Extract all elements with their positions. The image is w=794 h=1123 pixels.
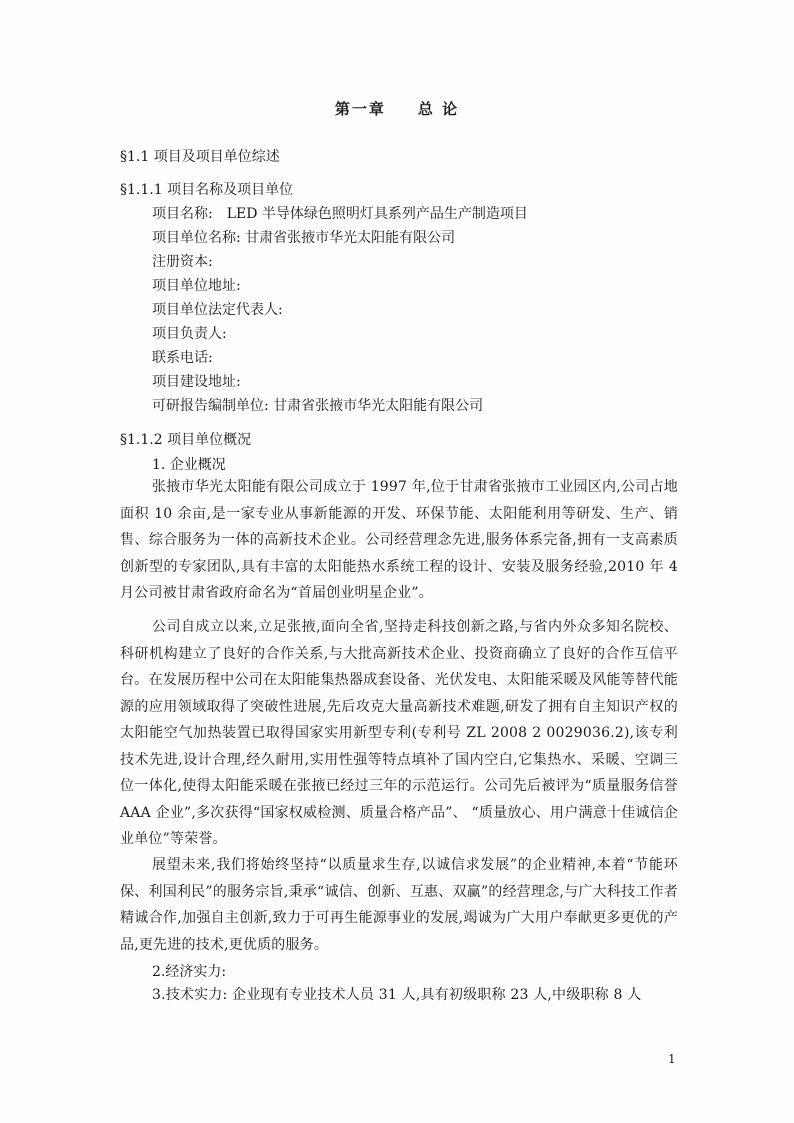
project-unit: 项目单位名称: 甘肃省张掖市华光太阳能有限公司 (152, 230, 456, 246)
registered-capital: 注册资本: (152, 254, 213, 270)
page-number: 1 (668, 1052, 676, 1066)
technical-strength: 3.技术实力: 企业现有专业技术人员 31 人,具有初级职称 23 人,中级职称 8 人 (152, 987, 642, 1003)
report-unit: 可研报告编制单位: 甘肃省张掖市华光太阳能有限公司 (152, 398, 484, 414)
contact-phone: 联系电话: (152, 350, 213, 366)
section-heading-1-1-2: §1.1.2 项目单位概况 (120, 432, 252, 448)
chapter-name: 总 论 (417, 100, 460, 118)
section-heading-1-1: §1.1 项目及项目单位综述 (120, 149, 280, 165)
legal-representative: 项目单位法定代表人: (152, 302, 283, 318)
construction-site: 项目建设地址: (152, 374, 241, 390)
chapter-label: 第一章 (334, 100, 386, 118)
chapter-title (0, 98, 794, 119)
overview-paragraph-2: 公司自成立以来,立足张掖,面向全省,坚持走科技创新之路,与省内外众多知名院校、科研机构建立了良好的合作关系,与大批高新技术企业、投资商确立了良好的合作互信平台。在发展历程中公司在太阳能集热器成套设备、光伏发电、太阳能采暖及风能等替代能源的应用领域取得了突破性进展,先后攻克大量高新技术难题,研发了拥有自主知识产权的太阳能空气加热装置已取得国家实用新型专利(专利号 ZL 2008 2 0029036.2),该专利技术先进,设计合理,经久耐用,实用性强等特点填补了国内空白,它集热水、采暖、空调三位一体化,使得太阳能采暖在张掖已经过三年的示范运行。公司先后被评为“质量服务信誉 AAA 企业”,多次获得“国家权威检测、质量合格产品”、 “质量放心、用户满意十佳诚信企业单位”等荣誉。 (120, 619, 678, 847)
overview-paragraph-3: 展望未来,我们将始终坚持“以质量求生存,以诚信求发展”的企业精神,本着“节能环保、利国利民”的服务宗旨,秉承“诚信、创新、互惠、双赢”的经营理念,与广大科技工作者精诚合作,加强自主创新,致力于可再生能源事业的发展,竭诚为广大用户奉献更多更优的产品,更先进的技术,更优质的服务。 (120, 857, 678, 953)
section-heading-1-1-1: §1.1.1 项目名称及项目单位 (120, 182, 294, 198)
overview-paragraph-1: 张掖市华光太阳能有限公司成立于 1997 年,位于甘肃省张掖市工业园区内,公司占地面积 10 余亩,是一家专业从事新能源的开发、环保节能、太阳能利用等研发、生产、销售、综合服务为一体的高新技术企业。公司经营理念先进,服务体系完备,拥有一支高素质创新型的专家团队,具有丰富的太阳能热水系统工程的设计、安装及服务经验,2010 年 4 月公司被甘肃省政府命名为“首届创业明星企业”。 (120, 479, 678, 601)
overview-heading: 1. 企业概况 (152, 457, 226, 473)
project-name: 项目名称: LED 半导体绿色照明灯具系列产品生产制造项目 (152, 206, 528, 222)
economic-strength: 2.经济实力: (152, 964, 227, 980)
project-manager: 项目负责人: (152, 326, 227, 342)
unit-address: 项目单位地址: (152, 278, 241, 294)
